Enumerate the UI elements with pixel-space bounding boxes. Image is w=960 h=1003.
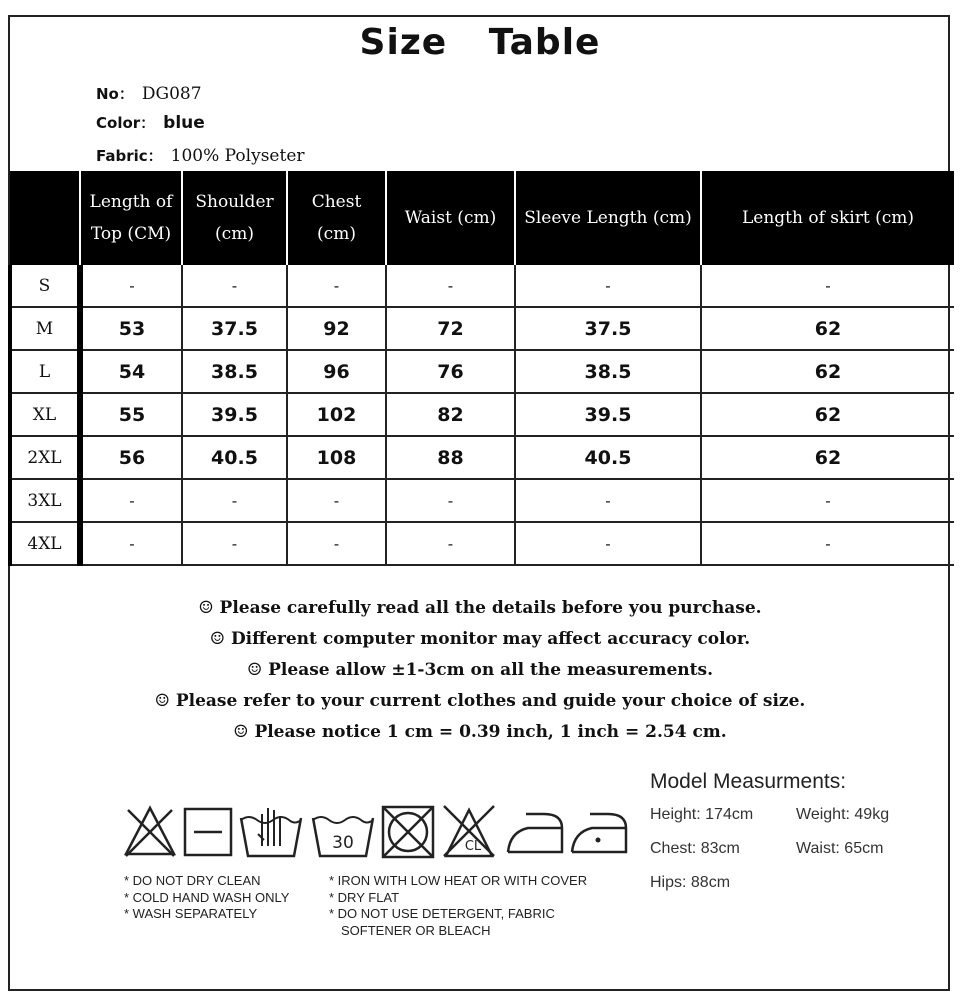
size-row [10,393,954,436]
product-color-value: blue [163,113,205,133]
model-height: Height: 174cm [650,806,754,823]
measurement-cell: - [182,265,287,307]
measurement-cell: - [287,522,386,565]
product-fabric-value: 100% Polyseter [170,146,305,166]
measurement-cell: 96 [287,350,386,393]
care-instructions-left [124,873,289,923]
product-fabric-label: Fabric： [96,147,163,165]
size-label: 4XL [10,522,80,565]
care-instructions-right [329,873,587,939]
size-row [10,522,954,565]
do-not-bleach-icon [122,802,178,858]
measurement-cell: - [701,479,954,522]
size-label: S [10,265,80,307]
measurement-cell: 40.5 [515,436,701,479]
note-item: ☺ Please refer to your current clothes and guide your choice of size. [154,691,806,711]
care-item: * DO NOT DRY CLEAN [124,873,261,888]
page-title: Size Table [359,22,601,63]
do-not-tumble-dry-icon [380,804,436,860]
care-item: * COLD HAND WASH ONLY [124,889,290,905]
measurement-cell: 55 [80,393,182,436]
iron-low-heat-icon [568,808,630,858]
measurement-cell: - [182,479,287,522]
care-item: * DO NOT USE DETERGENT, FABRIC [329,906,555,921]
header-length-of-skirt: Length of skirt (cm) [701,171,954,265]
care-item: * WASH SEPARATELY [124,906,258,921]
measurement-cell: - [515,479,701,522]
note-item: ☺ Please allow ±1-3cm on all the measurements. [246,660,713,680]
measurement-cell: 108 [287,436,386,479]
size-row [10,307,954,350]
size-label: 2XL [10,436,80,479]
measurement-cell: - [386,265,515,307]
note-item: ☺ Please carefully read all the details before you purchase. [198,598,762,618]
measurement-cell: - [80,479,182,522]
product-fabric [96,145,305,166]
measurement-cell: 62 [701,393,954,436]
dry-clean-label: CL [464,839,482,854]
measurement-cell: 62 [701,307,954,350]
header-size [10,171,80,265]
measurement-cell: - [80,265,182,307]
measurement-cell: - [386,479,515,522]
hand-wash-icon [238,800,304,860]
header-chest: Chest (cm) [287,171,386,265]
product-number-label: No： [96,85,134,103]
measurement-cell: 82 [386,393,515,436]
header-length-of-top: Length of Top (CM) [80,171,182,265]
size-label: L [10,350,80,393]
size-row [10,436,954,479]
product-color [96,112,205,133]
model-weight: Weight: 49kg [796,806,890,823]
header-sleeve-length: Sleeve Length (cm) [515,171,701,265]
header-waist: Waist (cm) [386,171,515,265]
header-shoulder: Shoulder (cm) [182,171,287,265]
measurement-cell: 39.5 [182,393,287,436]
model-hips: Hips: 88cm [650,874,731,891]
model-waist: Waist: 65cm [796,840,884,857]
size-row [10,479,954,522]
measurement-cell: - [701,522,954,565]
measurement-cell: - [287,479,386,522]
measurement-cell: 38.5 [182,350,287,393]
measurement-cell: 88 [386,436,515,479]
measurement-cell: - [287,265,386,307]
do-not-dry-clean-icon [440,802,498,860]
size-row [10,265,954,307]
size-label: M [10,307,80,350]
measurement-cell: 40.5 [182,436,287,479]
wash-30-label: 30 [332,833,354,853]
purchase-notes [0,593,960,748]
measurement-cell: 76 [386,350,515,393]
measurement-cell: - [701,265,954,307]
product-number [96,83,202,104]
measurement-cell: 72 [386,307,515,350]
measurement-cell: 39.5 [515,393,701,436]
measurement-cell: 37.5 [182,307,287,350]
measurement-cell: - [386,522,515,565]
measurement-cell: - [80,522,182,565]
product-number-value: DG087 [141,84,202,104]
care-item: * IRON WITH LOW HEAT OR WITH COVER [329,873,588,888]
iron-icon [504,808,566,858]
model-measurements [650,770,889,908]
dry-flat-icon [182,806,234,858]
measurement-cell: 37.5 [515,307,701,350]
measurement-cell: 38.5 [515,350,701,393]
measurement-cell: 53 [80,307,182,350]
measurement-cell: 102 [287,393,386,436]
product-color-label: Color： [96,114,156,132]
measurement-cell: 92 [287,307,386,350]
size-row [10,350,954,393]
size-table-header [10,171,954,265]
measurement-cell: 56 [80,436,182,479]
note-item: ☺ Different computer monitor may affect accuracy color. [209,629,751,649]
care-item: * DRY FLAT [329,889,400,905]
care-item: SOFTENER OR BLEACH [341,922,491,938]
measurement-cell: - [182,522,287,565]
note-item: ☺ Please notice 1 cm = 0.39 inch, 1 inch = 2.54 cm. [233,722,727,742]
measurement-cell: 62 [701,436,954,479]
model-measurements-title: Model Measurments: [650,770,847,793]
measurement-cell: - [515,265,701,307]
size-table [8,171,954,566]
wash-30-icon [310,806,376,860]
size-label: 3XL [10,479,80,522]
measurement-cell: 54 [80,350,182,393]
model-chest: Chest: 83cm [650,840,740,857]
measurement-cell: 62 [701,350,954,393]
size-label: XL [10,393,80,436]
measurement-cell: - [515,522,701,565]
